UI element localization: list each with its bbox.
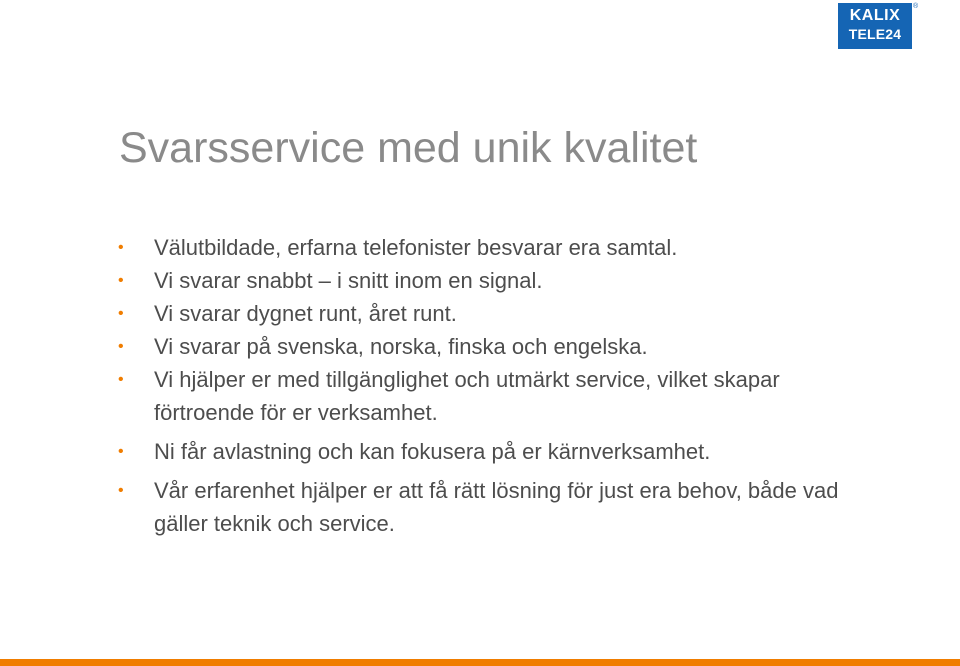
bullet-text: Vår erfarenhet hjälper er att få rätt lösning för just era behov, både vad gäller teknik och service.: [154, 478, 839, 536]
bullet-dot-icon: •: [118, 443, 124, 460]
bullet-item: [118, 435, 854, 468]
bottom-accent-bar: [0, 659, 960, 666]
bullet-list: [118, 231, 854, 546]
bullet-text: Välutbildade, erfarna telefonister besvarar era samtal.: [154, 235, 678, 260]
slide-title: Svarsservice med unik kvalitet: [119, 124, 698, 172]
bullet-dot-icon: •: [118, 338, 124, 355]
registered-mark: ®: [913, 3, 919, 10]
bullet-item: [118, 231, 854, 264]
bullet-text: Vi hjälper er med tillgänglighet och utmärkt service, vilket skapar förtroende för er verksamhet.: [154, 367, 780, 425]
bullet-dot-icon: •: [118, 482, 124, 499]
bullet-dot-icon: •: [118, 371, 124, 388]
bullet-text: Ni får avlastning och kan fokusera på er kärnverksamhet.: [154, 439, 711, 464]
bullet-item: [118, 297, 854, 330]
bullet-dot-icon: •: [118, 272, 124, 289]
bullet-text: Vi svarar snabbt – i snitt inom en signal.: [154, 268, 543, 293]
kalix-tele24-logo: [838, 3, 912, 49]
bullet-dot-icon: •: [118, 305, 124, 322]
bullet-item: [118, 264, 854, 297]
bullet-item: [118, 330, 854, 363]
bullet-item: [118, 474, 854, 540]
logo-text-tele24: TELE24: [848, 26, 902, 42]
bullet-text: Vi svarar på svenska, norska, finska och engelska.: [154, 334, 648, 359]
bullet-item: [118, 363, 854, 429]
bullet-dot-icon: •: [118, 239, 124, 256]
logo-text-kalix: KALIX: [849, 7, 901, 24]
bullet-text: Vi svarar dygnet runt, året runt.: [154, 301, 457, 326]
